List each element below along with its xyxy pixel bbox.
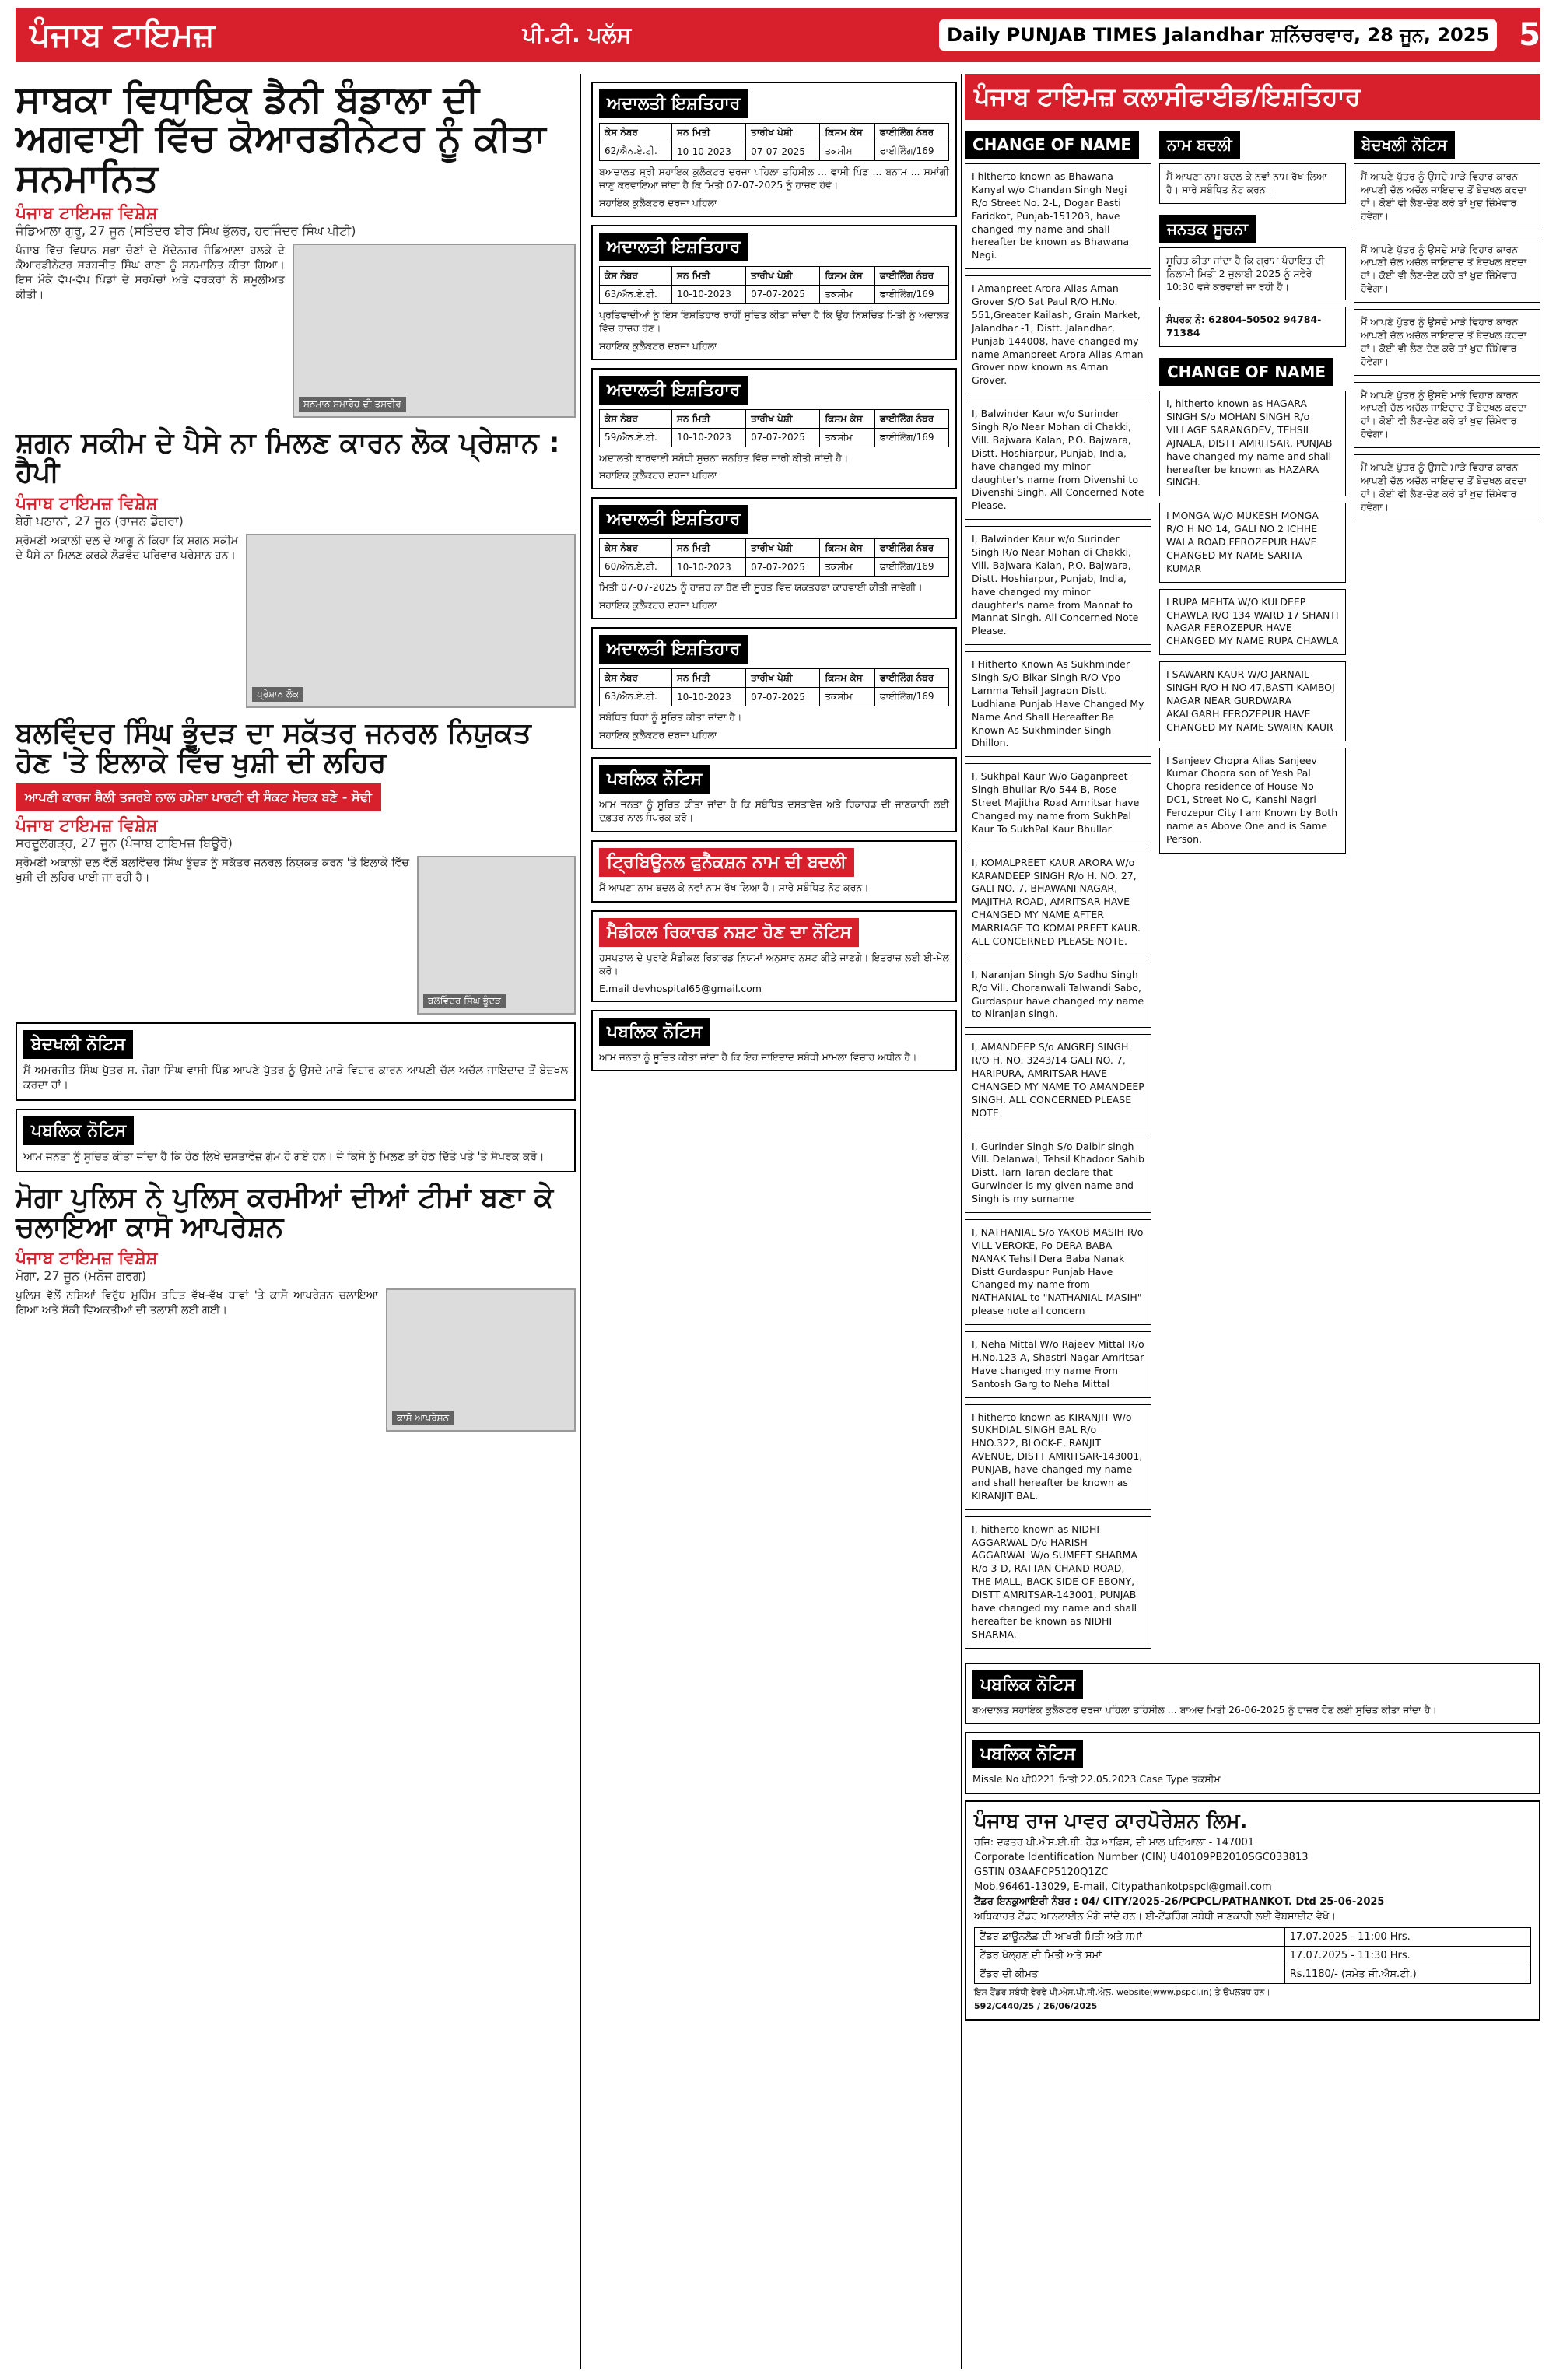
public-notice-title-right-2: ਪਬਲਿਕ ਨੋਟਿਸ <box>972 1740 1083 1768</box>
ad-2-sign: ਸਹਾਇਕ ਕੁਲੈਕਟਰ ਦਰਜਾ ਪਹਿਲਾ <box>599 339 717 352</box>
bedakhli-box-left <box>16 1022 576 1101</box>
ad-3-text: ਅਦਾਲਤੀ ਕਾਰਵਾਈ ਸਬੰਧੀ ਸੂਚਨਾ ਜਨਹਿਤ ਵਿੱਚ ਜਾਰੀ ਕੀਤੀ ਜਾਂਦੀ ਹੈ। <box>599 451 849 464</box>
column-ads <box>591 74 957 1071</box>
masthead-center: ਪੀ.ਟੀ. ਪਲੱਸ <box>522 22 632 47</box>
byline-3: ਸਰਦੂਲਗੜ੍ਹ, 27 ਜੂਨ (ਪੰਜਾਬ ਟਾਇਮਜ਼ ਬਿਊਰੋ) <box>16 836 233 851</box>
public-sale-text: ਸੂਚਿਤ ਕੀਤਾ ਜਾਂਦਾ ਹੈ ਕਿ ਗ੍ਰਾਮ ਪੰਚਾਇਤ ਦੀ ਨਿਲਾਮੀ ਮਿਤੀ 2 ਜੁਲਾਈ 2025 ਨੂੰ ਸਵੇਰੇ 10:30 ਵਜੇ ਕਰਵਾਈ ਜਾ ਰਹੀ ਹੈ। <box>1159 247 1346 301</box>
ad-1-table <box>599 123 949 161</box>
ad-2-h5: ਫਾਈਲਿੰਗ ਨੰਬਰ <box>874 266 948 285</box>
pspcl-cin: Corporate Identification Number (CIN) U40109PB2010SGC033813 <box>974 1852 1309 1864</box>
pspcl-title: ਪੰਜਾਬ ਰਾਜ ਪਾਵਰ ਕਾਰਪੋਰੇਸ਼ਨ ਲਿਮ. <box>974 1810 1248 1834</box>
ad-1-text: ਬਅਦਾਲਤ ਸ੍ਰੀ ਸਹਾਇਕ ਕੁਲੈਕਟਰ ਦਰਜਾ ਪਹਿਲਾ ਤਹਿਸੀਲ ... ਵਾਸੀ ਪਿੰਡ ... ਬਨਾਮ ... ਸਮਾਂਗੀ ਜਾਣੂ ਕਰਵਾਇਆ ਜਾਂਦਾ ਹੈ ਕਿ ਮਿਤੀ 07-07-2025 ਨੂੰ ਹਾਜ਼ਰ ਹੋਵੋ। <box>599 166 949 191</box>
public-notice-box-right <box>965 1663 1540 1725</box>
name-change-10: I, Gurinder Singh S/o Dalbir singh Vill. Delanwal, Tehsil Khadoor Sahib Distt. Tarn Taran declare that Gurwinder is my given name and Singh is my surname <box>965 1134 1151 1213</box>
ad-4-c2: 10-10-2023 <box>671 558 745 577</box>
article-1-text: ਪੰਜਾਬ ਵਿੱਚ ਵਿਧਾਨ ਸਭਾ ਚੋਣਾਂ ਦੇ ਮੱਦੇਨਜ਼ਰ ਜੰਡਿਆਲਾ ਹਲਕੇ ਦੇ ਕੋਆਰਡੀਨੇਟਰ ਸਰਬਜੀਤ ਸਿੰਘ ਰਾਣਾ ਨੂੰ ਸਨਮਾਨਿਤ ਕੀਤਾ ਗਿਆ। ਇਸ ਮੌਕੇ ਵੱਖ-ਵੱਖ ਪਿੰਡਾਂ ਦੇ ਸਰਪੰਚਾਂ ਅਤੇ ਵਰਕਰਾਂ ਨੇ ਸ਼ਮੂਲੀਅਤ ਕੀਤੀ। <box>16 244 285 301</box>
pspcl-footer: ਇਸ ਟੈਂਡਰ ਸਬੰਧੀ ਵੇਰਵੇ ਪੀ.ਐਸ.ਪੀ.ਸੀ.ਐਲ. website(www.pspcl.in) ਤੇ ਉਪਲਬਧ ਹਨ। <box>974 1987 1270 1998</box>
ad-2-h2: ਸਨ ਮਿਤੀ <box>671 266 745 285</box>
public-notice-text-right: ਬਅਦਾਲਤ ਸਹਾਇਕ ਕੁਲੈਕਟਰ ਦਰਜਾ ਪਹਿਲਾ ਤਹਿਸੀਲ ... ਬਾਅਦ ਮਿਤੀ 26-06-2025 ਨੂੰ ਹਾਜ਼ਰ ਹੋਣ ਲਈ ਸੂਚਿਤ ਕੀਤਾ ਜਾਂਦਾ ਹੈ। <box>972 1703 1437 1716</box>
byline-1: ਜੰਡਿਆਲਾ ਗੁਰੂ, 27 ਜੂਨ (ਸਤਿੰਦਰ ਬੀਰ ਸਿੰਘ ਭੁੱਲਰ, ਹਰਜਿੰਦਰ ਸਿੰਘ ਪੀਟੀ) <box>16 223 356 239</box>
byline-2: ਬੇਗੋ ਪਠਾਨਾਂ, 27 ਜੂਨ (ਰਾਜਨ ਡੋਗਰਾ) <box>16 513 184 528</box>
name-change-3: I, Balwinder Kaur w/o Surinder Singh R/o Near Mohan di Chakki, Vill. Bajwara Kalan, P.O. Bajwara, Distt. Hoshiarpur, Punjab, India, have changed my minor daughter's name from Divenshi to Divenshi Singh. All Concerned Note Please. <box>965 401 1151 520</box>
classified-middle <box>1159 126 1346 1655</box>
kicker-2: ਪੰਜਾਬ ਟਾਇਮਜ਼ ਵਿਸ਼ੇਸ਼ <box>16 493 158 514</box>
photo-1 <box>293 244 576 418</box>
name-change-9: I, AMANDEEP S/o ANGREJ SINGH R/O H. NO. 3243/14 GALI NO. 7, HARIPURA, AMRITSAR HAVE CHANGED MY NAME TO AMANDEEP SINGH. ALL CONCERNED PLEASE NOTE <box>965 1034 1151 1127</box>
public-notice-title-middle-2: ਪਬਲਿਕ ਨੋਟਿਸ <box>599 1018 710 1046</box>
photo-2-label: ਪ੍ਰੇਸ਼ਾਨ ਲੋਕ <box>252 687 303 702</box>
name-change-2: I Amanpreet Arora Alias Aman Grover S/O Sat Paul R/O H.No. 551,Greater Kailash, Grain Market, Jalandhar -1, Distt. Jalandhar, Punjab-144008, have changed my name Amanpreet Arora Alias Aman Grover now known as Aman Grover. <box>965 275 1151 394</box>
ad-5-table <box>599 668 949 706</box>
article-2-text: ਸ਼੍ਰੋਮਣੀ ਅਕਾਲੀ ਦਲ ਦੇ ਆਗੂ ਨੇ ਕਿਹਾ ਕਿ ਸ਼ਗਨ ਸਕੀਮ ਦੇ ਪੈਸੇ ਨਾ ਮਿਲਣ ਕਰਕੇ ਲੋੜਵੰਦ ਪਰਿਵਾਰ ਪਰੇਸ਼ਾਨ ਹਨ। <box>16 534 238 562</box>
ad-1-h5: ਫਾਈਲਿੰਗ ਨੰਬਰ <box>874 124 948 142</box>
ad-2-h4: ਕਿਸਮ ਕੇਸ <box>820 266 875 285</box>
ad-3-sign: ਸਹਾਇਕ ਕੁਲੈਕਟਰ ਦਰਜਾ ਪਹਿਲਾ <box>599 469 717 482</box>
public-sale-phone: ਸੰਪਰਕ ਨੰ: 62804-50502 94784-71384 <box>1159 307 1346 347</box>
public-notice-meta-right-2: Missle No ਪੀ0221 ਮਿਤੀ 22.05.2023 Case Type ਤਕਸੀਮ <box>972 1773 1221 1786</box>
ad-3-h3: ਤਾਰੀਖ ਪੇਸ਼ੀ <box>746 409 820 428</box>
name-change-2-5: I Sanjeev Chopra Alias Sanjeev Kumar Chopra son of Yesh Pal Chopra residence of House No DC1, Street No C, Kanshi Nagri Ferozepur City I am Known by Both name as Above One and is Same Person. <box>1159 748 1346 854</box>
strap-3: ਆਪਣੀ ਕਾਰਜ ਸ਼ੈਲੀ ਤਜਰਬੇ ਨਾਲ ਹਮੇਸ਼ਾ ਪਾਰਟੀ ਦੀ ਸੰਕਟ ਮੋਚਕ ਬਣੇ - ਸੋਢੀ <box>16 783 381 811</box>
ad-box-2 <box>591 225 957 360</box>
name-change-12: I, Neha Mittal W/o Rajeev Mittal R/o H.No.123-A, Shastri Nagar Amritsar Have changed my name From Santosh Garg to Neha Mittal <box>965 1331 1151 1398</box>
name-change-14: I, hitherto known as NIDHI AGGARWAL D/o HARISH AGGARWAL W/o SUMEET SHARMA R/o 3-D, RATTAN CHAND ROAD, THE MALL, BACK SIDE OF EBONY, DISTT AMRITSAR-143001, PUNJAB have changed my name and shall hereafter be known as NIDHI SHARMA. <box>965 1516 1151 1649</box>
ad-3-h2: ਸਨ ਮਿਤੀ <box>671 409 745 428</box>
ad-4-c1: 60/ਐਨ.ਏ.ਟੀ. <box>600 558 672 577</box>
medical-title: ਮੈਡੀਕਲ ਰਿਕਾਰਡ ਨਸ਼ਟ ਹੋਣ ਦਾ ਨੋਟਿਸ <box>599 918 859 947</box>
ad-box-5 <box>591 627 957 749</box>
public-notice-box-middle-2 <box>591 1010 957 1072</box>
ad-3-c4: ਤਕਸੀਮ <box>820 428 875 447</box>
ad-1-sign: ਸਹਾਇਕ ਕੁਲੈਕਟਰ ਦਰਜਾ ਪਹਿਲਾ <box>599 196 717 209</box>
ad-1-c4: ਤਕਸੀਮ <box>820 142 875 161</box>
name-change-2-1: I, hitherto known as HAGARA SINGH S/o MOHAN SINGH R/o VILLAGE SARANGDEV, TEHSIL AJNALA, DISTT AMRITSAR, PUNJAB have changed my name and shall hereafter be known as HAZARA SINGH. <box>1159 391 1346 496</box>
bedakhli-title-left: ਬੇਦਖਲੀ ਨੋਟਿਸ <box>23 1030 133 1059</box>
ad-3-c2: 10-10-2023 <box>671 428 745 447</box>
ad-5-c5: ਫਾਈਲਿੰਗ/169 <box>874 688 948 706</box>
ad-1-c3: 07-07-2025 <box>746 142 820 161</box>
pspcl-table <box>974 1927 1531 1984</box>
medical-box <box>591 910 957 1002</box>
ad-5-c2: 10-10-2023 <box>671 688 745 706</box>
bedakhli-text-2: ਮੈਂ ਆਪਣੇ ਪੁੱਤਰ ਨੂੰ ਉਸਦੇ ਮਾੜੇ ਵਿਹਾਰ ਕਾਰਨ ਆਪਣੀ ਚੱਲ ਅਚੱਲ ਜਾਇਦਾਦ ਤੋਂ ਬੇਦਖਲ ਕਰਦਾ ਹਾਂ। ਕੋਈ ਵੀ ਲੈਣ-ਦੇਣ ਕਰੇ ਤਾਂ ਖੁਦ ਜ਼ਿੰਮੇਵਾਰ ਹੋਵੇਗਾ। <box>1354 237 1540 303</box>
ad-2-c3: 07-07-2025 <box>746 285 820 303</box>
column-divider-1 <box>580 74 581 2369</box>
public-notice-text-middle-2: ਆਮ ਜਨਤਾ ਨੂੰ ਸੂਚਿਤ ਕੀਤਾ ਜਾਂਦਾ ਹੈ ਕਿ ਇਹ ਜਾਇਦਾਦ ਸਬੰਧੀ ਮਾਮਲਾ ਵਿਚਾਰ ਅਧੀਨ ਹੈ। <box>599 1050 917 1063</box>
pspcl-row-3-label: ਟੈਂਡਰ ਦੀ ਕੀਮਤ <box>975 1965 1285 1984</box>
ad-1-c2: 10-10-2023 <box>671 142 745 161</box>
bedakhli-text-3: ਮੈਂ ਆਪਣੇ ਪੁੱਤਰ ਨੂੰ ਉਸਦੇ ਮਾੜੇ ਵਿਹਾਰ ਕਾਰਨ ਆਪਣੀ ਚੱਲ ਅਚੱਲ ਜਾਇਦਾਦ ਤੋਂ ਬੇਦਖਲ ਕਰਦਾ ਹਾਂ। ਕੋਈ ਵੀ ਲੈਣ-ਦੇਣ ਕਰੇ ਤਾਂ ਖੁਦ ਜ਼ਿੰਮੇਵਾਰ ਹੋਵੇਗਾ। <box>1354 309 1540 376</box>
bedakhli-text-left: ਮੈਂ ਅਮਰਜੀਤ ਸਿੰਘ ਪੁੱਤਰ ਸ. ਜੋਗਾ ਸਿੰਘ ਵਾਸੀ ਪਿੰਡ ਆਪਣੇ ਪੁੱਤਰ ਨੂੰ ਉਸਦੇ ਮਾੜੇ ਵਿਹਾਰ ਕਾਰਨ ਆਪਣੀ ਚੱਲ ਅਚੱਲ ਜਾਇਦਾਦ ਤੋਂ ਬੇਦਖਲ ਕਰਦਾ ਹਾਂ। <box>23 1064 568 1092</box>
ad-2-table <box>599 266 949 304</box>
headline-4: ਮੋਗਾ ਪੁਲਿਸ ਨੇ ਪੁਲਿਸ ਕਰਮੀਆਂ ਦੀਆਂ ਟੀਮਾਂ ਬਣਾ ਕੇ ਚਲਾਇਆ ਕਾਸੋ ਆਪਰੇਸ਼ਨ <box>16 1182 554 1243</box>
name-change-8: I, Naranjan Singh S/o Sadhu Singh R/o Vill. Choranwali Talwandi Sabo, Gurdaspur have changed my name to Niranjan singh. <box>965 962 1151 1029</box>
public-notice-box-right-2 <box>965 1732 1540 1794</box>
ad-4-h1: ਕੇਸ ਨੰਬਰ <box>600 539 672 558</box>
ad-5-h1: ਕੇਸ ਨੰਬਰ <box>600 669 672 688</box>
column-news <box>16 74 576 1432</box>
change-of-name-banner-2: CHANGE OF NAME <box>1159 358 1333 386</box>
medical-text: ਹਸਪਤਾਲ ਦੇ ਪੁਰਾਣੇ ਮੈਡੀਕਲ ਰਿਕਾਰਡ ਨਿਯਮਾਂ ਅਨੁਸਾਰ ਨਸ਼ਟ ਕੀਤੇ ਜਾਣਗੇ। ਇਤਰਾਜ਼ ਲਈ ਈ-ਮੇਲ ਕਰੋ। <box>599 951 949 976</box>
ad-4-text: ਮਿਤੀ 07-07-2025 ਨੂੰ ਹਾਜ਼ਰ ਨਾ ਹੋਣ ਦੀ ਸੂਰਤ ਵਿੱਚ ਯਕਤਰਫਾ ਕਾਰਵਾਈ ਕੀਤੀ ਜਾਵੇਗੀ। <box>599 581 923 594</box>
pspcl-row-1-label: ਟੈਂਡਰ ਡਾਊਨਲੋਡ ਦੀ ਆਖਰੀ ਮਿਤੀ ਅਤੇ ਸਮਾਂ <box>975 1928 1285 1947</box>
pspcl-tender-text: ਅਧਿਕਾਰਤ ਟੈਂਡਰ ਆਨਲਾਈਨ ਮੰਗੇ ਜਾਂਦੇ ਹਨ। ਈ-ਟੈਂਡਰਿੰਗ ਸਬੰਧੀ ਜਾਣਕਾਰੀ ਲਈ ਵੈੱਬਸਾਈਟ ਵੇਖੋ। <box>974 1911 1336 1923</box>
ad-4-c5: ਫਾਈਲਿੰਗ/169 <box>874 558 948 577</box>
ad-5-h4: ਕਿਸਮ ਕੇਸ <box>820 669 875 688</box>
ad-3-h5: ਫਾਈਲਿੰਗ ਨੰਬਰ <box>874 409 948 428</box>
masthead-logo: ਪੰਜਾਬ ਟਾਇਮਜ਼ <box>30 16 215 54</box>
name-change-pa-text: ਮੈਂ ਆਪਣਾ ਨਾਮ ਬਦਲ ਕੇ ਨਵਾਂ ਨਾਮ ਰੱਖ ਲਿਆ ਹੈ। ਸਾਰੇ ਸਬੰਧਿਤ ਨੋਟ ਕਰਨ। <box>1159 163 1346 204</box>
photo-2 <box>246 534 576 708</box>
name-change-2-3: I RUPA MEHTA W/O KULDEEP CHAWLA R/O 134 WARD 17 SHANTI NAGAR FEROZEPUR HAVE CHANGED MY NAME RUPA CHAWLA <box>1159 589 1346 656</box>
ad-box-4 <box>591 497 957 619</box>
public-notice-text-left: ਆਮ ਜਨਤਾ ਨੂੰ ਸੂਚਿਤ ਕੀਤਾ ਜਾਂਦਾ ਹੈ ਕਿ ਹੇਠ ਲਿਖੇ ਦਸਤਾਵੇਜ਼ ਗੁੰਮ ਹੋ ਗਏ ਹਨ। ਜੇ ਕਿਸੇ ਨੂੰ ਮਿਲਣ ਤਾਂ ਹੇਠ ਦਿੱਤੇ ਪਤੇ 'ਤੇ ਸੰਪਰਕ ਕਰੋ। <box>23 1151 545 1164</box>
name-change-5: I Hitherto Known As Sukhminder Singh S/O Bikar Singh R/O Vpo Lamma Tehsil Jagraon Distt. Ludhiana Punjab Have Changed My Name And Shall Hereafter Be Known As Sukhminder Singh Dhillon. <box>965 651 1151 757</box>
kicker-4: ਪੰਜਾਬ ਟਾਇਮਜ਼ ਵਿਸ਼ੇਸ਼ <box>16 1248 158 1268</box>
name-change-4: I, Balwinder Kaur w/o Surinder Singh R/o Near Mohan di Chakki, Vill. Bajwara Kalan, P.O. Bajwara, Distt. Hoshiarpur, Punjab, India, have changed my minor daughter's name from Mannat to Mannat Singh. All Concerned Note Please. <box>965 526 1151 645</box>
ad-5-h3: ਤਾਰੀਖ ਪੇਸ਼ੀ <box>746 669 820 688</box>
ad-4-c4: ਤਕਸੀਮ <box>820 558 875 577</box>
ad-1-h1: ਕੇਸ ਨੰਬਰ <box>600 124 672 142</box>
pspcl-row-2-value: 17.07.2025 - 11:30 Hrs. <box>1284 1947 1530 1965</box>
tribunal-box <box>591 840 957 903</box>
ad-5-sign: ਸਹਾਇਕ ਕੁਲੈਕਟਰ ਦਰਜਾ ਪਹਿਲਾ <box>599 729 717 741</box>
photo-3-label: ਬਲਵਿੰਦਰ ਸਿੰਘ ਭੂੰਦੜ <box>423 994 506 1008</box>
ad-3-c3: 07-07-2025 <box>746 428 820 447</box>
name-change-13: I hitherto known as KIRANJIT W/o SUKHDIAL SINGH BAL R/o HNO.322, BLOCK-E, RANJIT AVENUE, DISTT AMRITSAR-143001, PUNJAB, have changed my name and shall hereafter be known as KIRANJIT BAL. <box>965 1404 1151 1510</box>
pspcl-gstin: GSTIN 03AAFCP5120Q1ZC <box>974 1866 1109 1879</box>
ad-4-h2: ਸਨ ਮਿਤੀ <box>671 539 745 558</box>
masthead <box>16 8 1540 62</box>
ad-4-h3: ਤਾਰੀਖ ਪੇਸ਼ੀ <box>746 539 820 558</box>
bedakhli-text-4: ਮੈਂ ਆਪਣੇ ਪੁੱਤਰ ਨੂੰ ਉਸਦੇ ਮਾੜੇ ਵਿਹਾਰ ਕਾਰਨ ਆਪਣੀ ਚੱਲ ਅਚੱਲ ਜਾਇਦਾਦ ਤੋਂ ਬੇਦਖਲ ਕਰਦਾ ਹਾਂ। ਕੋਈ ਵੀ ਲੈਣ-ਦੇਣ ਕਰੇ ਤਾਂ ਖੁਦ ਜ਼ਿੰਮੇਵਾਰ ਹੋਵੇਗਾ। <box>1354 382 1540 449</box>
ad-2-c5: ਫਾਈਲਿੰਗ/169 <box>874 285 948 303</box>
name-change-6: I, Sukhpal Kaur W/o Gaganpreet Singh Bhullar R/o 544 B, Rose Street Majitha Road Amritsar have Changed my name from SukhPal Kaur To SukhPal Kaur Bhullar <box>965 763 1151 843</box>
ad-2-h3: ਤਾਰੀਖ ਪੇਸ਼ੀ <box>746 266 820 285</box>
ad-4-sign: ਸਹਾਇਕ ਕੁਲੈਕਟਰ ਦਰਜਾ ਪਹਿਲਾ <box>599 599 717 612</box>
ad-box-3 <box>591 368 957 490</box>
column-divider-2 <box>961 74 962 2369</box>
photo-1-label: ਸਨਮਾਨ ਸਮਾਰੋਹ ਦੀ ਤਸਵੀਰ <box>299 397 406 412</box>
pspcl-row-3-value: Rs.1180/- (ਸਮੇਤ ਜੀ.ਐਸ.ਟੀ.) <box>1284 1965 1530 1984</box>
masthead-date: Daily PUNJAB TIMES Jalandhar ਸ਼ਨਿੱਚਰਵਾਰ, 28 ਜੂਨ, 2025 <box>939 19 1497 51</box>
ad-3-h1: ਕੇਸ ਨੰਬਰ <box>600 409 672 428</box>
pspcl-code: 592/C440/25 / 26/06/2025 <box>974 2001 1098 2012</box>
column-classifieds <box>965 74 1540 2021</box>
ad-5-title: ਅਦਾਲਤੀ ਇਸ਼ਤਿਹਾਰ <box>599 635 748 664</box>
headline-2: ਸ਼ਗਨ ਸਕੀਮ ਦੇ ਪੈਸੇ ਨਾ ਮਿਲਣ ਕਾਰਨ ਲੋਕ ਪ੍ਰੇਸ਼ਾਨ : ਹੈਪੀ <box>16 427 560 489</box>
ad-box-1 <box>591 82 957 217</box>
name-change-2-2: I MONGA W/O MUKESH MONGA R/O H NO 14, GALI NO 2 ICHHE WALA ROAD FEROZEPUR HAVE CHANGED MY NAME SARITA KUMAR <box>1159 503 1346 582</box>
name-change-7: I, KOMALPREET KAUR ARORA W/o KARANDEEP SINGH R/o H. NO. 27, GALI NO. 7, BHAWANI NAGAR, MAJITHA ROAD, AMRITSAR HAVE CHANGED MY NAME AFTER MARRIAGE TO KOMALPREET KAUR. ALL CONCERNED PLEASE NOTE. <box>965 850 1151 955</box>
photo-4-label: ਕਾਸੋ ਆਪਰੇਸ਼ਨ <box>392 1411 454 1425</box>
headline-1: ਸਾਬਕਾ ਵਿਧਾਇਕ ਡੈਨੀ ਬੰਡਾਲਾ ਦੀ ਅਗਵਾਈ ਵਿੱਚ ਕੋਆਰਡੀਨੇਟਰ ਨੂੰ ਕੀਤਾ ਸਨਮਾਨਿਤ <box>16 78 546 200</box>
photo-4 <box>386 1288 576 1432</box>
headline-3: ਬਲਵਿੰਦਰ ਸਿੰਘ ਭੂੰਦੜ ਦਾ ਸਕੱਤਰ ਜਨਰਲ ਨਿਯੁਕਤ ਹੋਣ 'ਤੇ ਇਲਾਕੇ ਵਿੱਚ ਖੁਸ਼ੀ ਦੀ ਲਹਿਰ <box>16 717 531 779</box>
pspcl-address: ਰਜਿ: ਦਫ਼ਤਰ ਪੀ.ਐਸ.ਈ.ਬੀ. ਹੈੱਡ ਆਫ਼ਿਸ, ਦੀ ਮਾਲ ਪਟਿਆਲਾ - 147001 <box>974 1837 1255 1849</box>
ad-4-table <box>599 538 949 577</box>
bedakhli-banner: ਬੇਦਖਲੀ ਨੋਟਿਸ <box>1354 131 1455 159</box>
name-change-1: I hitherto known as Bhawana Kanyal w/o Chandan Singh Negi R/o Street No. 2-L, Dogar Basti Faridkot, Punjab-151203, have changed my name and shall hereafter be known as Bhawana Negi. <box>965 163 1151 269</box>
article-3-text: ਸ਼੍ਰੋਮਣੀ ਅਕਾਲੀ ਦਲ ਵੱਲੋਂ ਬਲਵਿੰਦਰ ਸਿੰਘ ਭੂੰਦੜ ਨੂੰ ਸਕੱਤਰ ਜਨਰਲ ਨਿਯੁਕਤ ਕਰਨ 'ਤੇ ਇਲਾਕੇ ਵਿੱਚ ਖੁਸ਼ੀ ਦੀ ਲਹਿਰ ਪਾਈ ਜਾ ਰਹੀ ਹੈ। <box>16 857 409 885</box>
ad-4-title: ਅਦਾਲਤੀ ਇਸ਼ਤਿਹਾਰ <box>599 505 748 534</box>
ad-2-title: ਅਦਾਲਤੀ ਇਸ਼ਤਿਹਾਰ <box>599 233 748 261</box>
change-of-name-banner: CHANGE OF NAME <box>965 131 1139 159</box>
ad-5-h2: ਸਨ ਮਿਤੀ <box>671 669 745 688</box>
ad-1-c5: ਫਾਈਲਿੰਗ/169 <box>874 142 948 161</box>
name-change-2-4: I SAWARN KAUR W/O JARNAIL SINGH R/O H NO 47,BASTI KAMBOJ NAGAR NEAR GURDWARA AKALGARH FEROZEPUR HAVE CHANGED MY NAME SWARN KAUR <box>1159 661 1346 741</box>
name-change-pa-banner: ਨਾਮ ਬਦਲੀ <box>1159 131 1240 159</box>
bedakhli-text-5: ਮੈਂ ਆਪਣੇ ਪੁੱਤਰ ਨੂੰ ਉਸਦੇ ਮਾੜੇ ਵਿਹਾਰ ਕਾਰਨ ਆਪਣੀ ਚੱਲ ਅਚੱਲ ਜਾਇਦਾਦ ਤੋਂ ਬੇਦਖਲ ਕਰਦਾ ਹਾਂ। ਕੋਈ ਵੀ ਲੈਣ-ਦੇਣ ਕਰੇ ਤਾਂ ਖੁਦ ਜ਼ਿੰਮੇਵਾਰ ਹੋਵੇਗਾ। <box>1354 454 1540 521</box>
public-notice-box-left <box>16 1109 576 1172</box>
kicker-3: ਪੰਜਾਬ ਟਾਇਮਜ਼ ਵਿਸ਼ੇਸ਼ <box>16 816 158 836</box>
ad-3-h4: ਕਿਸਮ ਕੇਸ <box>820 409 875 428</box>
ad-5-c4: ਤਕਸੀਮ <box>820 688 875 706</box>
pspcl-tender-no: ਟੈਂਡਰ ਇਨਕੁਆਇਰੀ ਨੰਬਰ : 04/ CITY/2025-26/PCPCL/PATHANKOT. Dtd 25-06-2025 <box>974 1896 1385 1909</box>
ad-1-c1: 62/ਐਨ.ਏ.ਟੀ. <box>600 142 672 161</box>
ad-1-h4: ਕਿਸਮ ਕੇਸ <box>820 124 875 142</box>
name-change-11: I, NATHANIAL S/o YAKOB MASIH R/o VILL VEROKE, Po DERA BABA NANAK Tehsil Dera Baba Nanak Distt Gurdaspur Punjab Have Changed my name from NATHANIAL to "NATHANIAL MASIH" please note all concern <box>965 1219 1151 1325</box>
public-notice-title-right: ਪਬਲਿਕ ਨੋਟਿਸ <box>972 1670 1083 1699</box>
photo-3 <box>417 856 576 1015</box>
tribunal-title: ਟ੍ਰਿਬਿਊਨਲ ਫੁਨੈਕਸ਼ਨ ਨਾਮ ਦੀ ਬਦਲੀ <box>599 848 854 877</box>
ad-2-c4: ਤਕਸੀਮ <box>820 285 875 303</box>
ad-2-text: ਪ੍ਰਤਿਵਾਦੀਆਂ ਨੂੰ ਇਸ ਇਸ਼ਤਿਹਾਰ ਰਾਹੀਂ ਸੂਚਿਤ ਕੀਤਾ ਜਾਂਦਾ ਹੈ ਕਿ ਉਹ ਨਿਸ਼ਚਿਤ ਮਿਤੀ ਨੂੰ ਅਦਾਲਤ ਵਿੱਚ ਹਾਜ਼ਰ ਹੋਣ। <box>599 308 949 334</box>
tribunal-text: ਮੈਂ ਆਪਣਾ ਨਾਮ ਬਦਲ ਕੇ ਨਵਾਂ ਨਾਮ ਰੱਖ ਲਿਆ ਹੈ। ਸਾਰੇ ਸਬੰਧਿਤ ਨੋਟ ਕਰਨ। <box>599 881 869 893</box>
public-notice-title-middle: ਪਬਲਿਕ ਨੋਟਿਸ <box>599 765 710 794</box>
pspcl-row-2-label: ਟੈਂਡਰ ਖੋਲ੍ਹਣ ਦੀ ਮਿਤੀ ਅਤੇ ਸਮਾਂ <box>975 1947 1285 1965</box>
page-number: 5 <box>1519 17 1540 53</box>
ad-1-h3: ਤਾਰੀਖ ਪੇਸ਼ੀ <box>746 124 820 142</box>
pspcl-contact: Mob.96461-13029, E-mail, Citypathankotpspcl@gmail.com <box>974 1881 1272 1894</box>
ad-3-c5: ਫਾਈਲਿੰਗ/169 <box>874 428 948 447</box>
ad-4-h5: ਫਾਈਲਿੰਗ ਨੰਬਰ <box>874 539 948 558</box>
ad-4-c3: 07-07-2025 <box>746 558 820 577</box>
ad-5-c3: 07-07-2025 <box>746 688 820 706</box>
public-notice-text-middle: ਆਮ ਜਨਤਾ ਨੂੰ ਸੂਚਿਤ ਕੀਤਾ ਜਾਂਦਾ ਹੈ ਕਿ ਸਬੰਧਿਤ ਦਸਤਾਵੇਜ਼ ਅਤੇ ਰਿਕਾਰਡ ਦੀ ਜਾਣਕਾਰੀ ਲਈ ਦਫ਼ਤਰ ਨਾਲ ਸੰਪਰਕ ਕਰੋ। <box>599 798 949 823</box>
ad-5-text: ਸਬੰਧਿਤ ਧਿਰਾਂ ਨੂੰ ਸੂਚਿਤ ਕੀਤਾ ਜਾਂਦਾ ਹੈ। <box>599 711 742 724</box>
ad-4-h4: ਕਿਸਮ ਕੇਸ <box>820 539 875 558</box>
byline-4: ਮੋਗਾ, 27 ਜੂਨ (ਮਨੋਜ ਗਰਗ) <box>16 1267 147 1283</box>
bedakhli-text: ਮੈਂ ਆਪਣੇ ਪੁੱਤਰ ਨੂੰ ਉਸਦੇ ਮਾੜੇ ਵਿਹਾਰ ਕਾਰਨ ਆਪਣੀ ਚੱਲ ਅਚੱਲ ਜਾਇਦਾਦ ਤੋਂ ਬੇਦਖਲ ਕਰਦਾ ਹਾਂ। ਕੋਈ ਵੀ ਲੈਣ-ਦੇਣ ਕਰੇ ਤਾਂ ਖੁਦ ਜ਼ਿੰਮੇਵਾਰ ਹੋਵੇਗਾ। <box>1354 163 1540 230</box>
ad-1-h2: ਸਨ ਮਿਤੀ <box>671 124 745 142</box>
public-notice-title-left: ਪਬਲਿਕ ਨੋਟਿਸ <box>23 1116 134 1145</box>
ad-3-c1: 59/ਐਨ.ਏ.ਟੀ. <box>600 428 672 447</box>
ad-2-c2: 10-10-2023 <box>671 285 745 303</box>
pspcl-tender <box>965 1800 1540 2021</box>
public-notice-box-middle <box>591 757 957 832</box>
article-4-text: ਪੁਲਿਸ ਵੱਲੋਂ ਨਸ਼ਿਆਂ ਵਿਰੁੱਧ ਮੁਹਿੰਮ ਤਹਿਤ ਵੱਖ-ਵੱਖ ਥਾਵਾਂ 'ਤੇ ਕਾਸੋ ਆਪਰੇਸ਼ਨ ਚਲਾਇਆ ਗਿਆ ਅਤੇ ਸ਼ੱਕੀ ਵਿਅਕਤੀਆਂ ਦੀ ਤਲਾਸ਼ੀ ਲਈ ਗਈ। <box>16 1288 378 1316</box>
ad-2-c1: 63/ਐਨ.ਏ.ਟੀ. <box>600 285 672 303</box>
kicker-1: ਪੰਜਾਬ ਟਾਇਮਜ਼ ਵਿਸ਼ੇਸ਼ <box>16 204 158 224</box>
ad-2-h1: ਕੇਸ ਨੰਬਰ <box>600 266 672 285</box>
ad-5-h5: ਫਾਈਲਿੰਗ ਨੰਬਰ <box>874 669 948 688</box>
medical-email: E.mail devhospital65@gmail.com <box>599 982 762 994</box>
ad-3-table <box>599 409 949 447</box>
classified-columns <box>965 126 1540 1655</box>
classified-right <box>1354 126 1540 1655</box>
classified-header: ਪੰਜਾਬ ਟਾਇਮਜ਼ ਕਲਾਸੀਫਾਈਡ/ਇਸ਼ਤਿਹਾਰ <box>965 74 1540 120</box>
public-sale-banner: ਜਨਤਕ ਸੂਚਨਾ <box>1159 215 1256 243</box>
ad-5-c1: 63/ਐਨ.ਏ.ਟੀ. <box>600 688 672 706</box>
ad-1-title: ਅਦਾਲਤੀ ਇਸ਼ਤਿਹਾਰ <box>599 89 748 118</box>
ad-3-title: ਅਦਾਲਤੀ ਇਸ਼ਤਿਹਾਰ <box>599 376 748 405</box>
pspcl-row-1-value: 17.07.2025 - 11:00 Hrs. <box>1284 1928 1530 1947</box>
classified-left <box>965 126 1151 1655</box>
